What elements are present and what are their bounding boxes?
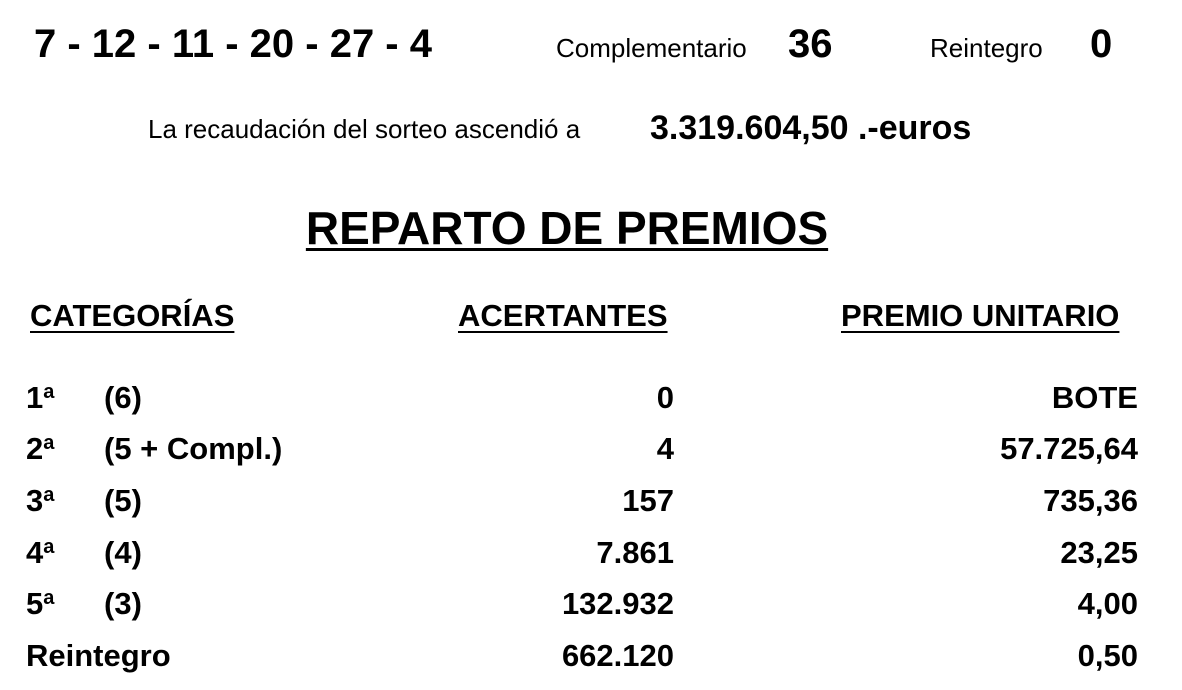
row-ordinal: a xyxy=(43,432,55,454)
row-premio: 57.725,64 xyxy=(1000,431,1138,466)
row-category: Reintegro xyxy=(26,638,171,673)
reintegro-value: 0 xyxy=(1090,22,1113,66)
row-acertantes: 157 xyxy=(622,483,674,518)
row-category: 4 xyxy=(26,535,44,570)
row-premio: 23,25 xyxy=(1060,535,1138,570)
winning-numbers: 7 - 12 - 11 - 20 - 27 - 4 xyxy=(34,22,432,66)
collection-amount: 3.319.604,50 .-euros xyxy=(650,109,972,147)
row-category: 5 xyxy=(26,586,44,621)
table-row xyxy=(26,483,54,519)
row-category: 2 xyxy=(26,431,44,466)
row-ordinal: a xyxy=(43,587,55,609)
header-premio: PREMIO UNITARIO xyxy=(841,298,1120,333)
row-acertantes: 4 xyxy=(656,431,674,466)
table-row xyxy=(26,380,54,416)
row-ordinal: a xyxy=(43,484,55,506)
row-acertantes: 132.932 xyxy=(561,586,674,621)
row-category: 3 xyxy=(26,483,44,518)
row-description: (4) xyxy=(104,535,142,570)
table-row xyxy=(26,638,171,674)
row-ordinal: a xyxy=(43,536,55,558)
row-premio: BOTE xyxy=(1051,380,1138,415)
row-ordinal: a xyxy=(43,381,55,403)
row-category: 1 xyxy=(26,380,44,415)
row-acertantes: 662.120 xyxy=(561,638,674,673)
row-description: (6) xyxy=(104,380,142,415)
collection-label: La recaudación del sorteo ascendió a xyxy=(148,114,581,144)
page-title: REPARTO DE PREMIOS xyxy=(305,202,829,254)
header-categorias: CATEGORÍAS xyxy=(30,298,235,333)
row-premio: 0,50 xyxy=(1077,638,1138,673)
table-row xyxy=(26,431,54,467)
row-description: (5) xyxy=(104,483,142,518)
table-row xyxy=(26,586,54,622)
complementario-label: Complementario xyxy=(556,33,747,63)
row-description: (3) xyxy=(104,586,142,621)
table-row xyxy=(26,535,54,571)
row-acertantes: 7.861 xyxy=(596,535,674,570)
row-description: (5 + Compl.) xyxy=(104,431,283,466)
row-acertantes: 0 xyxy=(656,380,674,415)
header-acertantes: ACERTANTES xyxy=(458,298,668,333)
reintegro-label: Reintegro xyxy=(930,33,1043,63)
complementario-value: 36 xyxy=(788,22,833,66)
row-premio: 4,00 xyxy=(1077,586,1138,621)
row-premio: 735,36 xyxy=(1043,483,1138,518)
